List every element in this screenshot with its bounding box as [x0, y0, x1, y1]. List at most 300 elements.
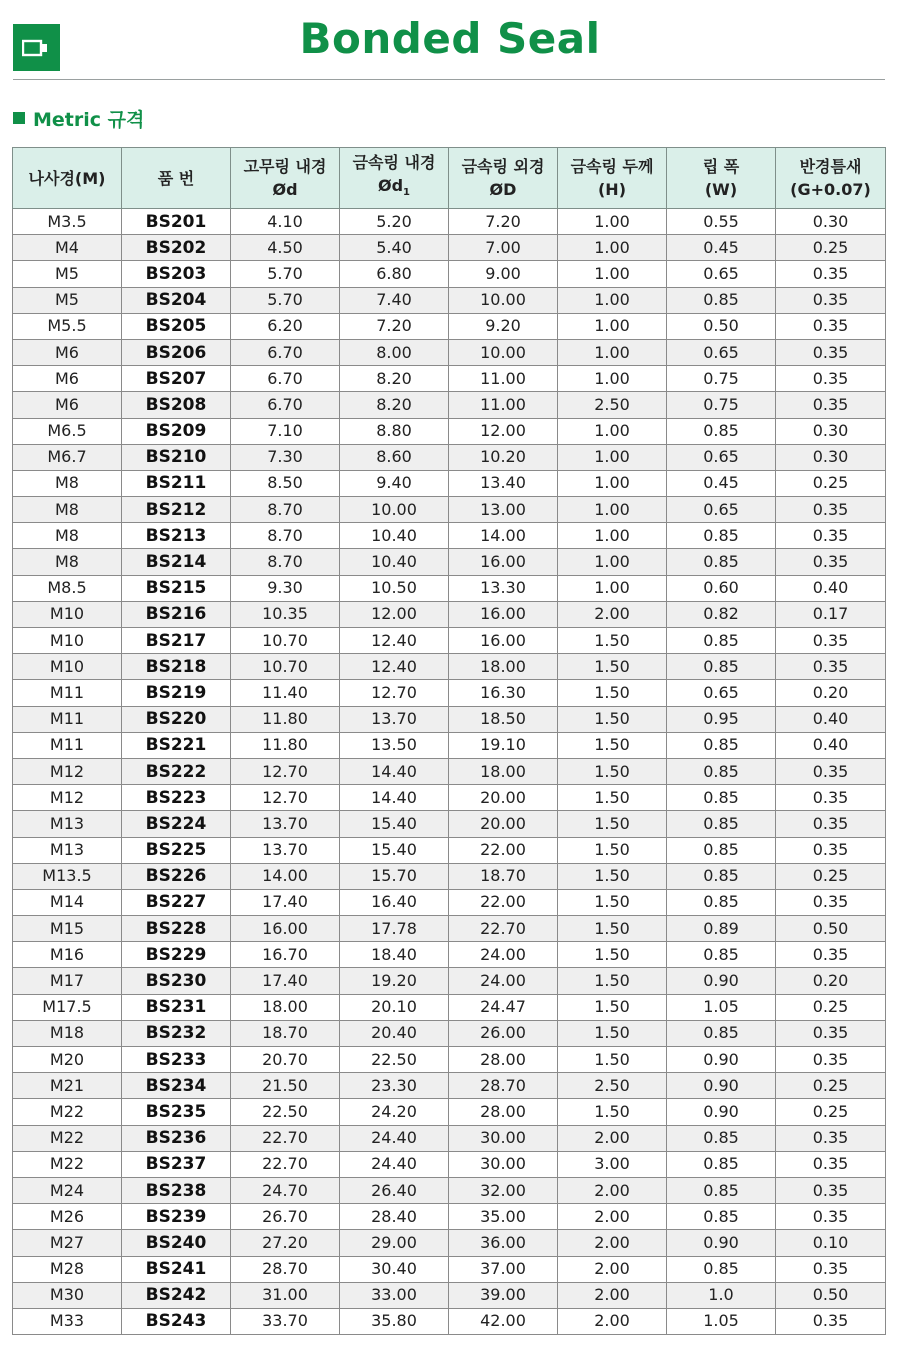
cell-rubber-id: 5.70 [231, 287, 340, 313]
table-row [13, 811, 886, 837]
cell-metal-od: 42.00 [449, 1308, 558, 1334]
cell-rubber-id: 12.70 [231, 758, 340, 784]
cell-thread-size: M26 [13, 1204, 122, 1230]
cell-metal-thickness: 1.00 [558, 575, 667, 601]
cell-metal-thickness: 1.50 [558, 811, 667, 837]
cell-rubber-id: 6.70 [231, 339, 340, 365]
cell-metal-thickness: 1.00 [558, 418, 667, 444]
cell-radial-clearance: 0.40 [776, 706, 886, 732]
cell-metal-id: 24.20 [340, 1099, 449, 1125]
cell-lip-width: 0.85 [667, 549, 776, 575]
cell-lip-width: 0.65 [667, 680, 776, 706]
cell-metal-od: 35.00 [449, 1204, 558, 1230]
cell-radial-clearance: 0.35 [776, 811, 886, 837]
cell-thread-size: M4 [13, 235, 122, 261]
cell-rubber-id: 6.20 [231, 313, 340, 339]
cell-radial-clearance: 0.10 [776, 1230, 886, 1256]
cell-part-number: BS201 [122, 209, 231, 235]
cell-lip-width: 0.85 [667, 758, 776, 784]
cell-radial-clearance: 0.35 [776, 1308, 886, 1334]
cell-metal-id: 14.40 [340, 758, 449, 784]
cell-radial-clearance: 0.25 [776, 1073, 886, 1099]
cell-part-number: BS206 [122, 339, 231, 365]
column-header-metal-thickness: 금속링 두께 (H) [558, 148, 667, 209]
cell-metal-thickness: 1.00 [558, 287, 667, 313]
cell-thread-size: M11 [13, 732, 122, 758]
cell-rubber-id: 16.00 [231, 916, 340, 942]
column-header-part-number: 품 번 [122, 148, 231, 209]
cell-rubber-id: 16.70 [231, 942, 340, 968]
cell-metal-od: 32.00 [449, 1177, 558, 1203]
cell-metal-id: 20.10 [340, 994, 449, 1020]
cell-metal-id: 15.70 [340, 863, 449, 889]
cell-part-number: BS232 [122, 1020, 231, 1046]
cell-metal-id: 7.20 [340, 313, 449, 339]
cell-part-number: BS233 [122, 1047, 231, 1073]
cell-part-number: BS230 [122, 968, 231, 994]
cell-part-number: BS220 [122, 706, 231, 732]
table-row [13, 1177, 886, 1203]
cell-metal-od: 26.00 [449, 1020, 558, 1046]
cell-part-number: BS218 [122, 654, 231, 680]
cell-thread-size: M12 [13, 785, 122, 811]
cell-metal-thickness: 1.00 [558, 339, 667, 365]
cell-lip-width: 0.65 [667, 444, 776, 470]
table-row [13, 968, 886, 994]
cell-lip-width: 0.65 [667, 497, 776, 523]
cell-metal-od: 18.00 [449, 654, 558, 680]
cell-rubber-id: 7.10 [231, 418, 340, 444]
cell-radial-clearance: 0.25 [776, 863, 886, 889]
cell-part-number: BS231 [122, 994, 231, 1020]
cell-lip-width: 0.85 [667, 1125, 776, 1151]
table-row [13, 1073, 886, 1099]
cell-thread-size: M22 [13, 1099, 122, 1125]
cell-metal-id: 13.50 [340, 732, 449, 758]
cell-radial-clearance: 0.35 [776, 1204, 886, 1230]
table-row [13, 575, 886, 601]
column-header-radial-clearance: 반경틈새 (G+0.07) [776, 148, 886, 209]
cell-radial-clearance: 0.25 [776, 235, 886, 261]
cell-thread-size: M24 [13, 1177, 122, 1203]
cell-lip-width: 0.85 [667, 523, 776, 549]
cell-metal-id: 12.70 [340, 680, 449, 706]
cell-lip-width: 0.90 [667, 1047, 776, 1073]
cell-metal-id: 16.40 [340, 889, 449, 915]
cell-lip-width: 0.75 [667, 392, 776, 418]
cell-thread-size: M5 [13, 287, 122, 313]
cell-lip-width: 0.85 [667, 889, 776, 915]
cell-radial-clearance: 0.35 [776, 1256, 886, 1282]
table-row [13, 313, 886, 339]
cell-metal-id: 10.40 [340, 549, 449, 575]
cell-thread-size: M5 [13, 261, 122, 287]
cell-part-number: BS228 [122, 916, 231, 942]
cell-metal-thickness: 1.50 [558, 1099, 667, 1125]
table-row [13, 680, 886, 706]
cell-part-number: BS214 [122, 549, 231, 575]
cell-thread-size: M6 [13, 392, 122, 418]
spec-table-container [12, 147, 885, 1335]
cell-lip-width: 0.60 [667, 575, 776, 601]
cell-thread-size: M6 [13, 366, 122, 392]
cell-metal-od: 16.30 [449, 680, 558, 706]
cell-part-number: BS219 [122, 680, 231, 706]
cell-part-number: BS241 [122, 1256, 231, 1282]
table-row [13, 523, 886, 549]
cell-part-number: BS215 [122, 575, 231, 601]
cell-thread-size: M17 [13, 968, 122, 994]
cell-lip-width: 0.85 [667, 418, 776, 444]
cell-part-number: BS229 [122, 942, 231, 968]
cell-radial-clearance: 0.35 [776, 942, 886, 968]
table-row [13, 1020, 886, 1046]
cell-rubber-id: 21.50 [231, 1073, 340, 1099]
cell-metal-id: 19.20 [340, 968, 449, 994]
cell-metal-od: 18.70 [449, 863, 558, 889]
table-row [13, 1308, 886, 1334]
cell-radial-clearance: 0.35 [776, 392, 886, 418]
cell-lip-width: 0.85 [667, 1256, 776, 1282]
cell-metal-thickness: 2.00 [558, 1230, 667, 1256]
table-body [13, 209, 886, 1335]
cell-part-number: BS209 [122, 418, 231, 444]
cell-metal-thickness: 1.50 [558, 680, 667, 706]
cell-rubber-id: 18.70 [231, 1020, 340, 1046]
cell-metal-thickness: 1.50 [558, 1020, 667, 1046]
cell-radial-clearance: 0.35 [776, 654, 886, 680]
cell-lip-width: 0.65 [667, 261, 776, 287]
cell-rubber-id: 8.70 [231, 549, 340, 575]
table-row [13, 916, 886, 942]
cell-lip-width: 0.85 [667, 628, 776, 654]
cell-rubber-id: 8.50 [231, 470, 340, 496]
cell-radial-clearance: 0.35 [776, 1020, 886, 1046]
cell-metal-id: 10.00 [340, 497, 449, 523]
cell-metal-thickness: 1.50 [558, 732, 667, 758]
table-row [13, 732, 886, 758]
cell-metal-od: 28.70 [449, 1073, 558, 1099]
cell-metal-thickness: 1.50 [558, 628, 667, 654]
cell-metal-thickness: 1.50 [558, 863, 667, 889]
cell-radial-clearance: 0.35 [776, 1177, 886, 1203]
cell-metal-od: 37.00 [449, 1256, 558, 1282]
cell-metal-od: 36.00 [449, 1230, 558, 1256]
spec-table [12, 147, 886, 1335]
cell-part-number: BS225 [122, 837, 231, 863]
cell-rubber-id: 11.80 [231, 706, 340, 732]
cell-metal-thickness: 1.00 [558, 366, 667, 392]
cell-rubber-id: 22.70 [231, 1125, 340, 1151]
cell-metal-id: 12.00 [340, 601, 449, 627]
cell-metal-id: 22.50 [340, 1047, 449, 1073]
cell-lip-width: 0.85 [667, 942, 776, 968]
cell-metal-od: 24.47 [449, 994, 558, 1020]
column-header-metal-id: 금속링 내경 $Ød_1$ [340, 148, 449, 209]
cell-thread-size: M5.5 [13, 313, 122, 339]
cell-metal-id: 8.80 [340, 418, 449, 444]
cell-lip-width: 0.95 [667, 706, 776, 732]
cell-thread-size: M6.5 [13, 418, 122, 444]
cell-thread-size: M6 [13, 339, 122, 365]
cell-metal-id: 17.78 [340, 916, 449, 942]
cell-metal-thickness: 1.50 [558, 654, 667, 680]
cell-radial-clearance: 0.35 [776, 1125, 886, 1151]
cell-part-number: BS236 [122, 1125, 231, 1151]
cell-metal-thickness: 2.00 [558, 1282, 667, 1308]
cell-metal-od: 20.00 [449, 785, 558, 811]
cell-metal-od: 7.00 [449, 235, 558, 261]
cell-metal-thickness: 1.50 [558, 706, 667, 732]
cell-rubber-id: 7.30 [231, 444, 340, 470]
cell-metal-od: 22.00 [449, 837, 558, 863]
table-row [13, 470, 886, 496]
cell-lip-width: 0.85 [667, 732, 776, 758]
cell-rubber-id: 33.70 [231, 1308, 340, 1334]
cell-metal-id: 9.40 [340, 470, 449, 496]
table-row [13, 1282, 886, 1308]
cell-thread-size: M18 [13, 1020, 122, 1046]
cell-metal-id: 10.40 [340, 523, 449, 549]
table-row [13, 942, 886, 968]
cell-radial-clearance: 0.20 [776, 680, 886, 706]
cell-lip-width: 0.90 [667, 1230, 776, 1256]
cell-part-number: BS234 [122, 1073, 231, 1099]
cell-radial-clearance: 0.35 [776, 628, 886, 654]
cell-metal-id: 8.20 [340, 392, 449, 418]
cell-rubber-id: 31.00 [231, 1282, 340, 1308]
cell-metal-id: 24.40 [340, 1151, 449, 1177]
cell-metal-id: 15.40 [340, 811, 449, 837]
table-row [13, 1230, 886, 1256]
cell-rubber-id: 8.70 [231, 497, 340, 523]
cell-radial-clearance: 0.30 [776, 418, 886, 444]
cell-lip-width: 0.85 [667, 1020, 776, 1046]
cell-rubber-id: 22.70 [231, 1151, 340, 1177]
table-row [13, 261, 886, 287]
cell-lip-width: 0.55 [667, 209, 776, 235]
cell-thread-size: M22 [13, 1125, 122, 1151]
section-heading [13, 105, 144, 131]
table-row [13, 444, 886, 470]
cell-thread-size: M14 [13, 889, 122, 915]
table-row [13, 1099, 886, 1125]
cell-thread-size: M28 [13, 1256, 122, 1282]
table-row [13, 1151, 886, 1177]
cell-lip-width: 0.85 [667, 1204, 776, 1230]
cell-metal-thickness: 1.00 [558, 313, 667, 339]
cell-thread-size: M12 [13, 758, 122, 784]
cell-lip-width: 0.50 [667, 313, 776, 339]
cell-metal-id: 24.40 [340, 1125, 449, 1151]
cell-radial-clearance: 0.50 [776, 916, 886, 942]
cell-metal-od: 14.00 [449, 523, 558, 549]
cell-rubber-id: 26.70 [231, 1204, 340, 1230]
cell-part-number: BS217 [122, 628, 231, 654]
table-row [13, 654, 886, 680]
cell-metal-thickness: 1.00 [558, 261, 667, 287]
cell-metal-thickness: 1.00 [558, 497, 667, 523]
column-header-thread-size: 나사경(M) [13, 148, 122, 209]
cell-thread-size: M13 [13, 811, 122, 837]
cell-radial-clearance: 0.25 [776, 994, 886, 1020]
cell-rubber-id: 13.70 [231, 837, 340, 863]
cell-metal-od: 19.10 [449, 732, 558, 758]
table-row [13, 287, 886, 313]
cell-thread-size: M8.5 [13, 575, 122, 601]
cell-lip-width: 0.85 [667, 1151, 776, 1177]
cell-radial-clearance: 0.35 [776, 339, 886, 365]
cell-rubber-id: 4.50 [231, 235, 340, 261]
cell-rubber-id: 18.00 [231, 994, 340, 1020]
table-row [13, 497, 886, 523]
cell-lip-width: 0.85 [667, 837, 776, 863]
cell-thread-size: M6.7 [13, 444, 122, 470]
table-row [13, 837, 886, 863]
cell-rubber-id: 12.70 [231, 785, 340, 811]
cell-radial-clearance: 0.35 [776, 785, 886, 811]
cell-lip-width: 0.85 [667, 811, 776, 837]
cell-thread-size: M3.5 [13, 209, 122, 235]
cell-metal-id: 5.20 [340, 209, 449, 235]
cell-part-number: BS205 [122, 313, 231, 339]
cell-metal-thickness: 1.50 [558, 942, 667, 968]
cell-metal-od: 16.00 [449, 601, 558, 627]
cell-radial-clearance: 0.25 [776, 470, 886, 496]
cell-radial-clearance: 0.35 [776, 261, 886, 287]
cell-rubber-id: 6.70 [231, 392, 340, 418]
cell-rubber-id: 14.00 [231, 863, 340, 889]
cell-metal-thickness: 1.00 [558, 470, 667, 496]
cell-thread-size: M30 [13, 1282, 122, 1308]
cell-metal-od: 18.50 [449, 706, 558, 732]
cell-metal-od: 39.00 [449, 1282, 558, 1308]
cell-radial-clearance: 0.35 [776, 837, 886, 863]
cell-radial-clearance: 0.35 [776, 1151, 886, 1177]
cell-radial-clearance: 0.35 [776, 889, 886, 915]
table-row [13, 785, 886, 811]
cell-metal-od: 30.00 [449, 1125, 558, 1151]
cell-lip-width: 0.85 [667, 287, 776, 313]
cell-rubber-id: 27.20 [231, 1230, 340, 1256]
cell-lip-width: 0.85 [667, 785, 776, 811]
cell-rubber-id: 10.70 [231, 654, 340, 680]
cell-metal-od: 10.00 [449, 287, 558, 313]
cell-part-number: BS224 [122, 811, 231, 837]
cell-rubber-id: 17.40 [231, 889, 340, 915]
cell-rubber-id: 5.70 [231, 261, 340, 287]
cell-part-number: BS210 [122, 444, 231, 470]
square-bullet-icon [13, 112, 25, 124]
cell-metal-id: 35.80 [340, 1308, 449, 1334]
cell-part-number: BS212 [122, 497, 231, 523]
cell-metal-id: 6.80 [340, 261, 449, 287]
cell-metal-thickness: 1.00 [558, 549, 667, 575]
cell-metal-id: 20.40 [340, 1020, 449, 1046]
table-row [13, 1204, 886, 1230]
cell-metal-thickness: 1.50 [558, 785, 667, 811]
cell-part-number: BS239 [122, 1204, 231, 1230]
cell-part-number: BS238 [122, 1177, 231, 1203]
cell-part-number: BS227 [122, 889, 231, 915]
cell-metal-thickness: 2.50 [558, 392, 667, 418]
cell-rubber-id: 13.70 [231, 811, 340, 837]
table-row [13, 628, 886, 654]
cell-metal-od: 10.20 [449, 444, 558, 470]
cell-lip-width: 0.45 [667, 470, 776, 496]
cell-metal-id: 8.60 [340, 444, 449, 470]
table-row [13, 1047, 886, 1073]
cell-thread-size: M10 [13, 601, 122, 627]
cell-metal-id: 8.20 [340, 366, 449, 392]
cell-radial-clearance: 0.30 [776, 209, 886, 235]
cell-rubber-id: 28.70 [231, 1256, 340, 1282]
cell-thread-size: M10 [13, 654, 122, 680]
cell-metal-id: 15.40 [340, 837, 449, 863]
cell-metal-thickness: 2.00 [558, 1308, 667, 1334]
cell-thread-size: M8 [13, 497, 122, 523]
column-header-lip-width: 립 폭 (W) [667, 148, 776, 209]
cell-rubber-id: 4.10 [231, 209, 340, 235]
cell-part-number: BS235 [122, 1099, 231, 1125]
cell-radial-clearance: 0.35 [776, 549, 886, 575]
cell-metal-od: 20.00 [449, 811, 558, 837]
cell-metal-id: 13.70 [340, 706, 449, 732]
cell-metal-id: 10.50 [340, 575, 449, 601]
table-row [13, 366, 886, 392]
cell-lip-width: 0.90 [667, 1073, 776, 1099]
section-label: Metric 규격 [33, 108, 145, 131]
cell-radial-clearance: 0.40 [776, 575, 886, 601]
cell-metal-thickness: 1.00 [558, 444, 667, 470]
cell-metal-od: 11.00 [449, 366, 558, 392]
cell-part-number: BS211 [122, 470, 231, 496]
cell-lip-width: 1.05 [667, 1308, 776, 1334]
column-header-rubber-id: 고무링 내경 Ød [231, 148, 340, 209]
cell-metal-od: 22.00 [449, 889, 558, 915]
cell-part-number: BS221 [122, 732, 231, 758]
table-row [13, 863, 886, 889]
cell-radial-clearance: 0.35 [776, 366, 886, 392]
cell-metal-id: 28.40 [340, 1204, 449, 1230]
header-divider [13, 79, 885, 80]
cell-thread-size: M27 [13, 1230, 122, 1256]
cell-metal-id: 29.00 [340, 1230, 449, 1256]
cell-rubber-id: 10.35 [231, 601, 340, 627]
cell-radial-clearance: 0.17 [776, 601, 886, 627]
cell-metal-id: 12.40 [340, 654, 449, 680]
cell-thread-size: M22 [13, 1151, 122, 1177]
cell-thread-size: M8 [13, 523, 122, 549]
cell-thread-size: M8 [13, 549, 122, 575]
cell-part-number: BS208 [122, 392, 231, 418]
cell-rubber-id: 22.50 [231, 1099, 340, 1125]
cell-metal-thickness: 2.00 [558, 1177, 667, 1203]
cell-part-number: BS216 [122, 601, 231, 627]
cell-rubber-id: 9.30 [231, 575, 340, 601]
cell-rubber-id: 20.70 [231, 1047, 340, 1073]
cell-part-number: BS203 [122, 261, 231, 287]
page-title: Bonded Seal [299, 14, 601, 63]
table-row [13, 889, 886, 915]
cell-metal-thickness: 2.00 [558, 1204, 667, 1230]
cell-metal-id: 26.40 [340, 1177, 449, 1203]
cell-lip-width: 0.85 [667, 863, 776, 889]
page-header [0, 0, 900, 82]
cell-metal-thickness: 1.50 [558, 758, 667, 784]
table-row [13, 601, 886, 627]
cell-radial-clearance: 0.40 [776, 732, 886, 758]
